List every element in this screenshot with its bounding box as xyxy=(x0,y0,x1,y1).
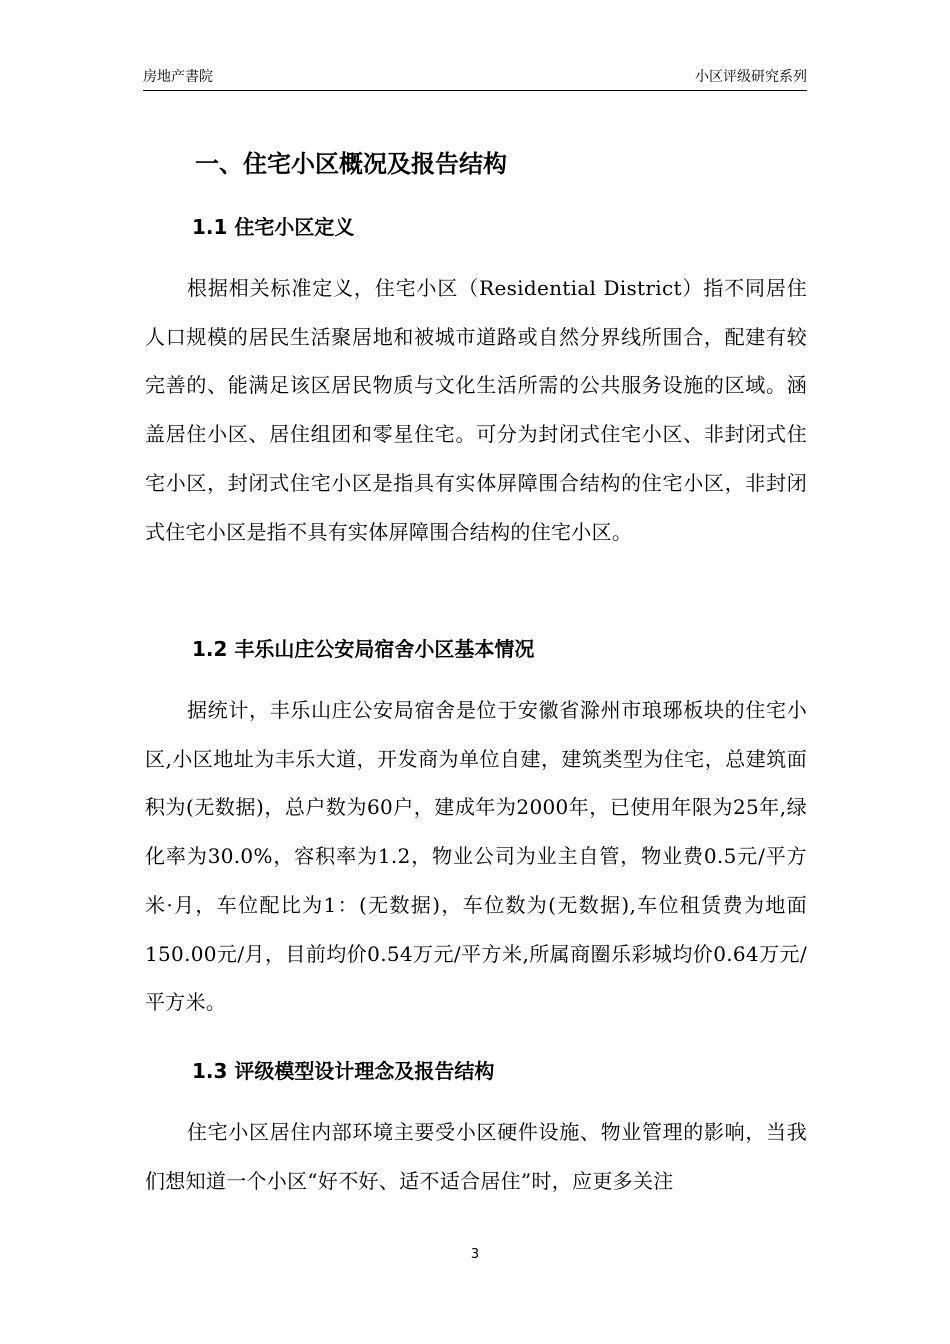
section-1-3-paragraph: 住宅小区居住内部环境主要受小区硬件设施、物业管理的影响，当我们想知道一个小区“好不好、适不适合居住”时，应更多关注 xyxy=(145,1120,807,1193)
header-publisher: 房地产書院 xyxy=(143,69,213,85)
section-1-2-paragraph: 据统计，丰乐山庄公安局宿舍是位于安徽省滁州市琅琊板块的住宅小区,小区地址为丰乐大道，开发商为单位自建，建筑类型为住宅，总建筑面积为(无数据)，总户数为60户，建成年为2000年，已使用年限为25年,绿化率为30.0%，容积率为1.2，物业公司为业主自管，物业费0.5元/平方米·月，车位配比为1：(无数据)，车位数为(无数据),车位租赁费为地面150.00元/月，目前均价0.54万元/平方米,所属商圈乐彩城均价0.64万元/平方米。 xyxy=(145,698,807,1015)
section-1-2-heading: 1.2 丰乐山庄公安局宿舍小区基本情况 xyxy=(192,637,535,661)
section-1-1-paragraph: 根据相关标准定义，住宅小区（Residential District）指不同居住人口规模的居民生活聚居地和被城市道路或自然分界线所围合，配建有较完善的、能满足该区居民物质与文化生活所需的公共服务设施的区域。涵盖居住小区、居住组团和零星住宅。可分为封闭式住宅小区、非封闭式住宅小区，封闭式住宅小区是指具有实体屏障围合结构的住宅小区，非封闭式住宅小区是指不具有实体屏障围合结构的住宅小区。 xyxy=(145,276,807,544)
page-number: 3 xyxy=(470,1247,480,1262)
chapter-heading: 一、住宅小区概况及报告结构 xyxy=(195,150,507,178)
section-1-3-heading: 1.3 评级模型设计理念及报告结构 xyxy=(192,1059,495,1083)
header-series-title: 小区评级研究系列 xyxy=(695,69,807,85)
page-header xyxy=(143,66,807,91)
section-1-1-heading: 1.1 住宅小区定义 xyxy=(192,215,355,239)
